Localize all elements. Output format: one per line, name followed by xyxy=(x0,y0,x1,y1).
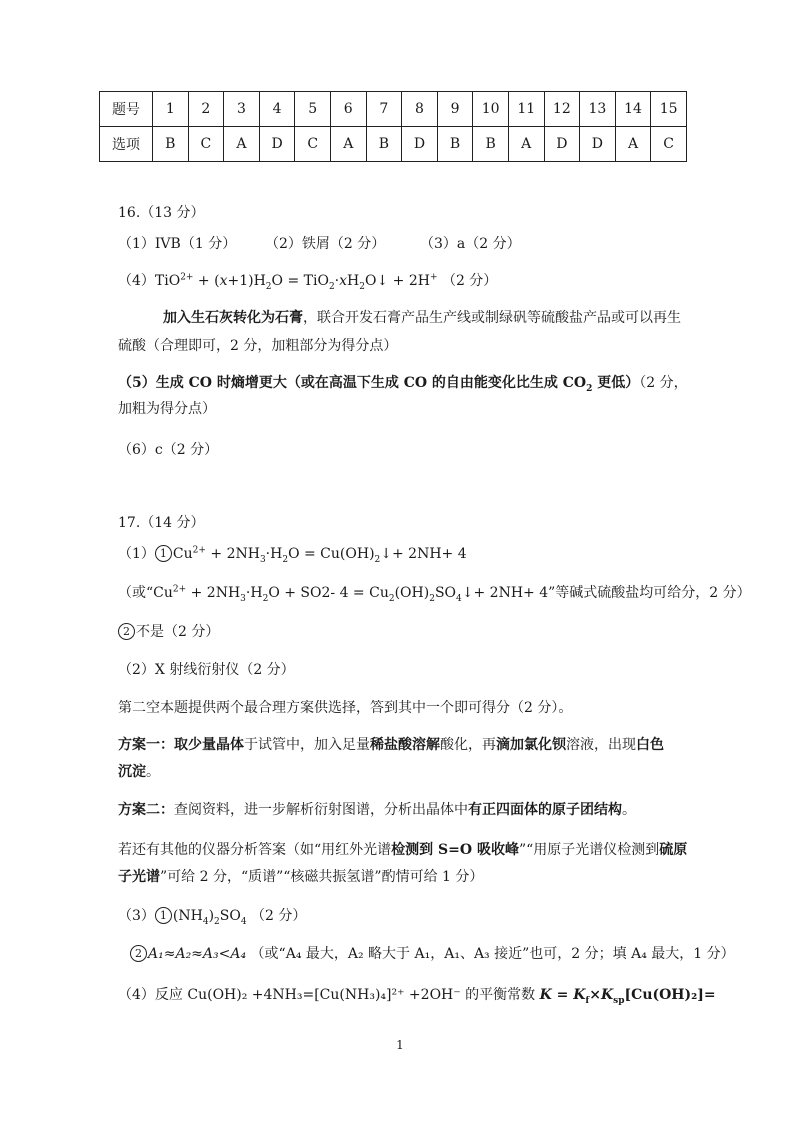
eq-text: Cu xyxy=(172,546,193,562)
eq-text: O = TiO xyxy=(271,273,329,289)
table-cell: B xyxy=(437,127,473,162)
eq-text: SO xyxy=(434,585,457,601)
bold-text: 滴加氯化钡 xyxy=(496,737,566,753)
q17-line-12 xyxy=(130,944,735,964)
text: （4）反应 xyxy=(118,987,183,1003)
q17-line-11: （3） 1 $(NH_4)_2SO_4$ （2 分） xyxy=(118,908,307,927)
table-cell: B xyxy=(473,127,509,162)
table-cell: A xyxy=(508,127,544,162)
bold-text: （5）生成 CO 时熵增更大（或在高温下生成 CO 的自由能变化比生成 CO xyxy=(118,375,587,391)
table-cell: C xyxy=(295,127,331,162)
eq-text: ·H xyxy=(245,585,263,601)
table-cell: 3 xyxy=(224,92,260,127)
eq-text: ↓+ 2NH+ 4”等碱式硫酸盐均可给分，2 分） xyxy=(461,585,751,601)
eq-text: （4）TiO xyxy=(118,273,181,289)
table-row-options xyxy=(100,127,687,162)
circled-number: 1 xyxy=(155,907,172,924)
table-cell: B xyxy=(153,127,189,162)
table-cell: 1 xyxy=(153,92,189,127)
q17-line-4: （2）X 射线衍射仪（2 分） xyxy=(118,662,295,678)
eq-var: x xyxy=(339,273,348,289)
table-cell: 6 xyxy=(330,92,366,127)
circled-number: 1 xyxy=(155,545,172,562)
text: 不是（2 分） xyxy=(136,624,220,640)
q16-line-7: （6）c（2 分） xyxy=(118,442,219,458)
table-cell: 13 xyxy=(580,92,616,127)
score-note: （2 分） xyxy=(251,908,307,924)
table-cell: 15 xyxy=(651,92,687,127)
eq-text: H xyxy=(347,273,360,289)
bold-math: [Cu(OH)₂]= xyxy=(624,987,716,1003)
text: （3） xyxy=(118,908,155,924)
table-row-numbers xyxy=(100,92,687,127)
eq-text: ) xyxy=(208,908,215,924)
table-cell: 7 xyxy=(366,92,402,127)
q17-title: 17.（14 分） xyxy=(118,515,205,531)
q17-line-2: （或“$Cu^{2+} + 2NH_3\cdot H_2O + SO2-$ $4 = Cu_2(OH)_2SO_4↓+ 2NH+ 4$”等碱式硫酸盐均可给分，2 分） xyxy=(118,584,751,604)
text: 。 xyxy=(622,802,636,818)
table-cell: C xyxy=(651,127,687,162)
q17-line-8 xyxy=(118,800,636,820)
bold-text: 硫原 xyxy=(659,842,688,858)
bold-text: 方案二： xyxy=(118,802,174,818)
table-cell: 14 xyxy=(615,92,651,127)
text: ”可给 2 分，“质谱”“核磁共振氢谱”酌情可给 1 分） xyxy=(160,869,484,885)
q16-line-6: 加粗为得分点） xyxy=(118,401,216,417)
equation: Cu(OH)₂ +4NH₃=[Cu(NH₃)₄]²⁺ +2OH⁻ xyxy=(187,987,461,1003)
table-cell: 4 xyxy=(259,92,295,127)
eq-var: x xyxy=(219,273,228,289)
table-cell: D xyxy=(402,127,438,162)
eq-text: O↓ + 2H xyxy=(364,273,430,289)
table-cell: D xyxy=(544,127,580,162)
table-cell: 9 xyxy=(437,92,473,127)
text: 查阅资料，进一步解析衍射图谱，分析出晶体中 xyxy=(174,802,468,818)
circled-number: 2 xyxy=(130,945,147,962)
q16-line-1c: （3）a（2 分） xyxy=(420,236,521,252)
eq-text: ·H xyxy=(265,546,283,562)
q17-line-13: （4）反应 Cu(OH)₂ +4NH₃=[Cu(NH₃)₄]²⁺ +2OH⁻ 的平衡常数 $K = K_f\times K_{sp}[Cu(OH)_2]=$ xyxy=(118,987,716,1006)
bold-text: 方案一：取少量晶体 xyxy=(118,737,244,753)
text: ，联合开发石膏产品生产线或制绿矾等硫酸盐产品或可以再生 xyxy=(303,310,681,326)
q16-title: 16.（13 分） xyxy=(118,205,205,221)
table-cell: 8 xyxy=(402,92,438,127)
q17-line-1: （1） 1 $Cu^{2+} + 2NH_3\cdot H_2O$ = $Cu(OH)_2↓+ 2NH+ 4$ xyxy=(118,545,467,565)
bold-text: 加入生石灰转化为石膏 xyxy=(163,310,303,326)
eq-text: (OH) xyxy=(394,585,430,601)
eq-text: · xyxy=(334,273,340,289)
table-cell: D xyxy=(580,127,616,162)
table-cell: 10 xyxy=(473,92,509,127)
text: 若还有其他的仪器分析答案（如“用红外光谱 xyxy=(118,842,392,858)
q17-line-6 xyxy=(118,735,664,755)
text: （或“A₄ 最大，A₂ 略大于 A₁，A₁、A₃ 接近”也可，2 分；填 A₄ 最大，1 分） xyxy=(250,946,735,962)
table-cell: C xyxy=(188,127,224,162)
eq-text: + 2NH xyxy=(205,546,260,562)
eq-text: O + SO2- 4 = Cu xyxy=(268,585,389,601)
table-cell: A xyxy=(615,127,651,162)
q16-line-4: 硫酸（合理即可，2 分，加粗部分为得分点） xyxy=(118,338,398,354)
q17-line-5: 第二空本题提供两个最合理方案供选择，答到其中一个即可得分（2 分）。 xyxy=(118,700,573,716)
text: 溶液，出现 xyxy=(566,737,636,753)
bold-text: 子光谱 xyxy=(118,869,160,885)
eq-text: O = Cu(OH) xyxy=(288,546,375,562)
table-cell: A xyxy=(330,127,366,162)
bold-math: K = K xyxy=(539,987,586,1003)
eq-text: + ( xyxy=(193,273,220,289)
text: 的平衡常数 xyxy=(465,987,536,1003)
q17-line-3 xyxy=(118,622,219,642)
q16-line-3 xyxy=(163,308,681,328)
table-cell: 5 xyxy=(295,92,331,127)
eq-text: SO xyxy=(219,908,241,924)
math-text: A₁≈A₂≈A₃<A₄ xyxy=(148,946,247,962)
eq-text: （或“Cu xyxy=(118,585,173,601)
q16-line-5: （5）生成 CO 时熵增更大（或在高温下生成 CO 的自由能变化比生成 $CO_2$ 更低）（2 分， xyxy=(118,375,688,394)
text: 酸化，再 xyxy=(440,737,496,753)
table-cell: B xyxy=(366,127,402,162)
q16-line-1a: （1）IVB（1 分） xyxy=(118,236,237,252)
text: （2 分， xyxy=(639,375,688,391)
circled-number: 2 xyxy=(118,623,135,640)
table-cell: 12 xyxy=(544,92,580,127)
eq-text: (NH xyxy=(172,908,203,924)
bold-text: 更低） xyxy=(592,375,640,391)
q17-line-9 xyxy=(118,840,687,860)
bold-text: 有正四面体的原子团结构 xyxy=(468,802,622,818)
score-note: （2 分） xyxy=(441,273,498,289)
bold-text: 白色 xyxy=(636,737,664,753)
eq-text: ↓+ 2NH+ 4 xyxy=(380,546,467,562)
q16-line-2: $(4)TiO^{2+} + (x+1)H_2O$ = $TiO_2\cdot xH_2O↓ + 2H^+$ （2 分） xyxy=(118,272,498,292)
table-cell: 11 xyxy=(508,92,544,127)
text: ”“用原子光谱仪检测到 xyxy=(518,842,660,858)
eq-text: + 2NH xyxy=(186,585,241,601)
bold-math: ×K xyxy=(589,987,614,1003)
row-header: 题号 xyxy=(100,92,153,127)
bold-text: 检测到 S=O 吸收峰 xyxy=(391,842,519,858)
table-cell: D xyxy=(259,127,295,162)
bold-text: 稀盐酸溶解 xyxy=(370,737,440,753)
answer-table xyxy=(99,91,687,162)
bold-text: 沉淀 xyxy=(118,764,146,780)
page-number: 1 xyxy=(396,1038,404,1052)
text: 于试管中，加入足量 xyxy=(244,737,370,753)
table-cell: A xyxy=(224,127,260,162)
text: 。 xyxy=(146,764,160,780)
q17-line-10 xyxy=(118,867,483,887)
q16-line-1b: （2）铁屑（2 分） xyxy=(265,236,386,252)
eq-text: +1)H xyxy=(227,273,266,289)
row-header: 选项 xyxy=(100,127,153,162)
text: （1） xyxy=(118,546,155,562)
table-cell: 2 xyxy=(188,92,224,127)
q17-line-7 xyxy=(118,762,160,782)
